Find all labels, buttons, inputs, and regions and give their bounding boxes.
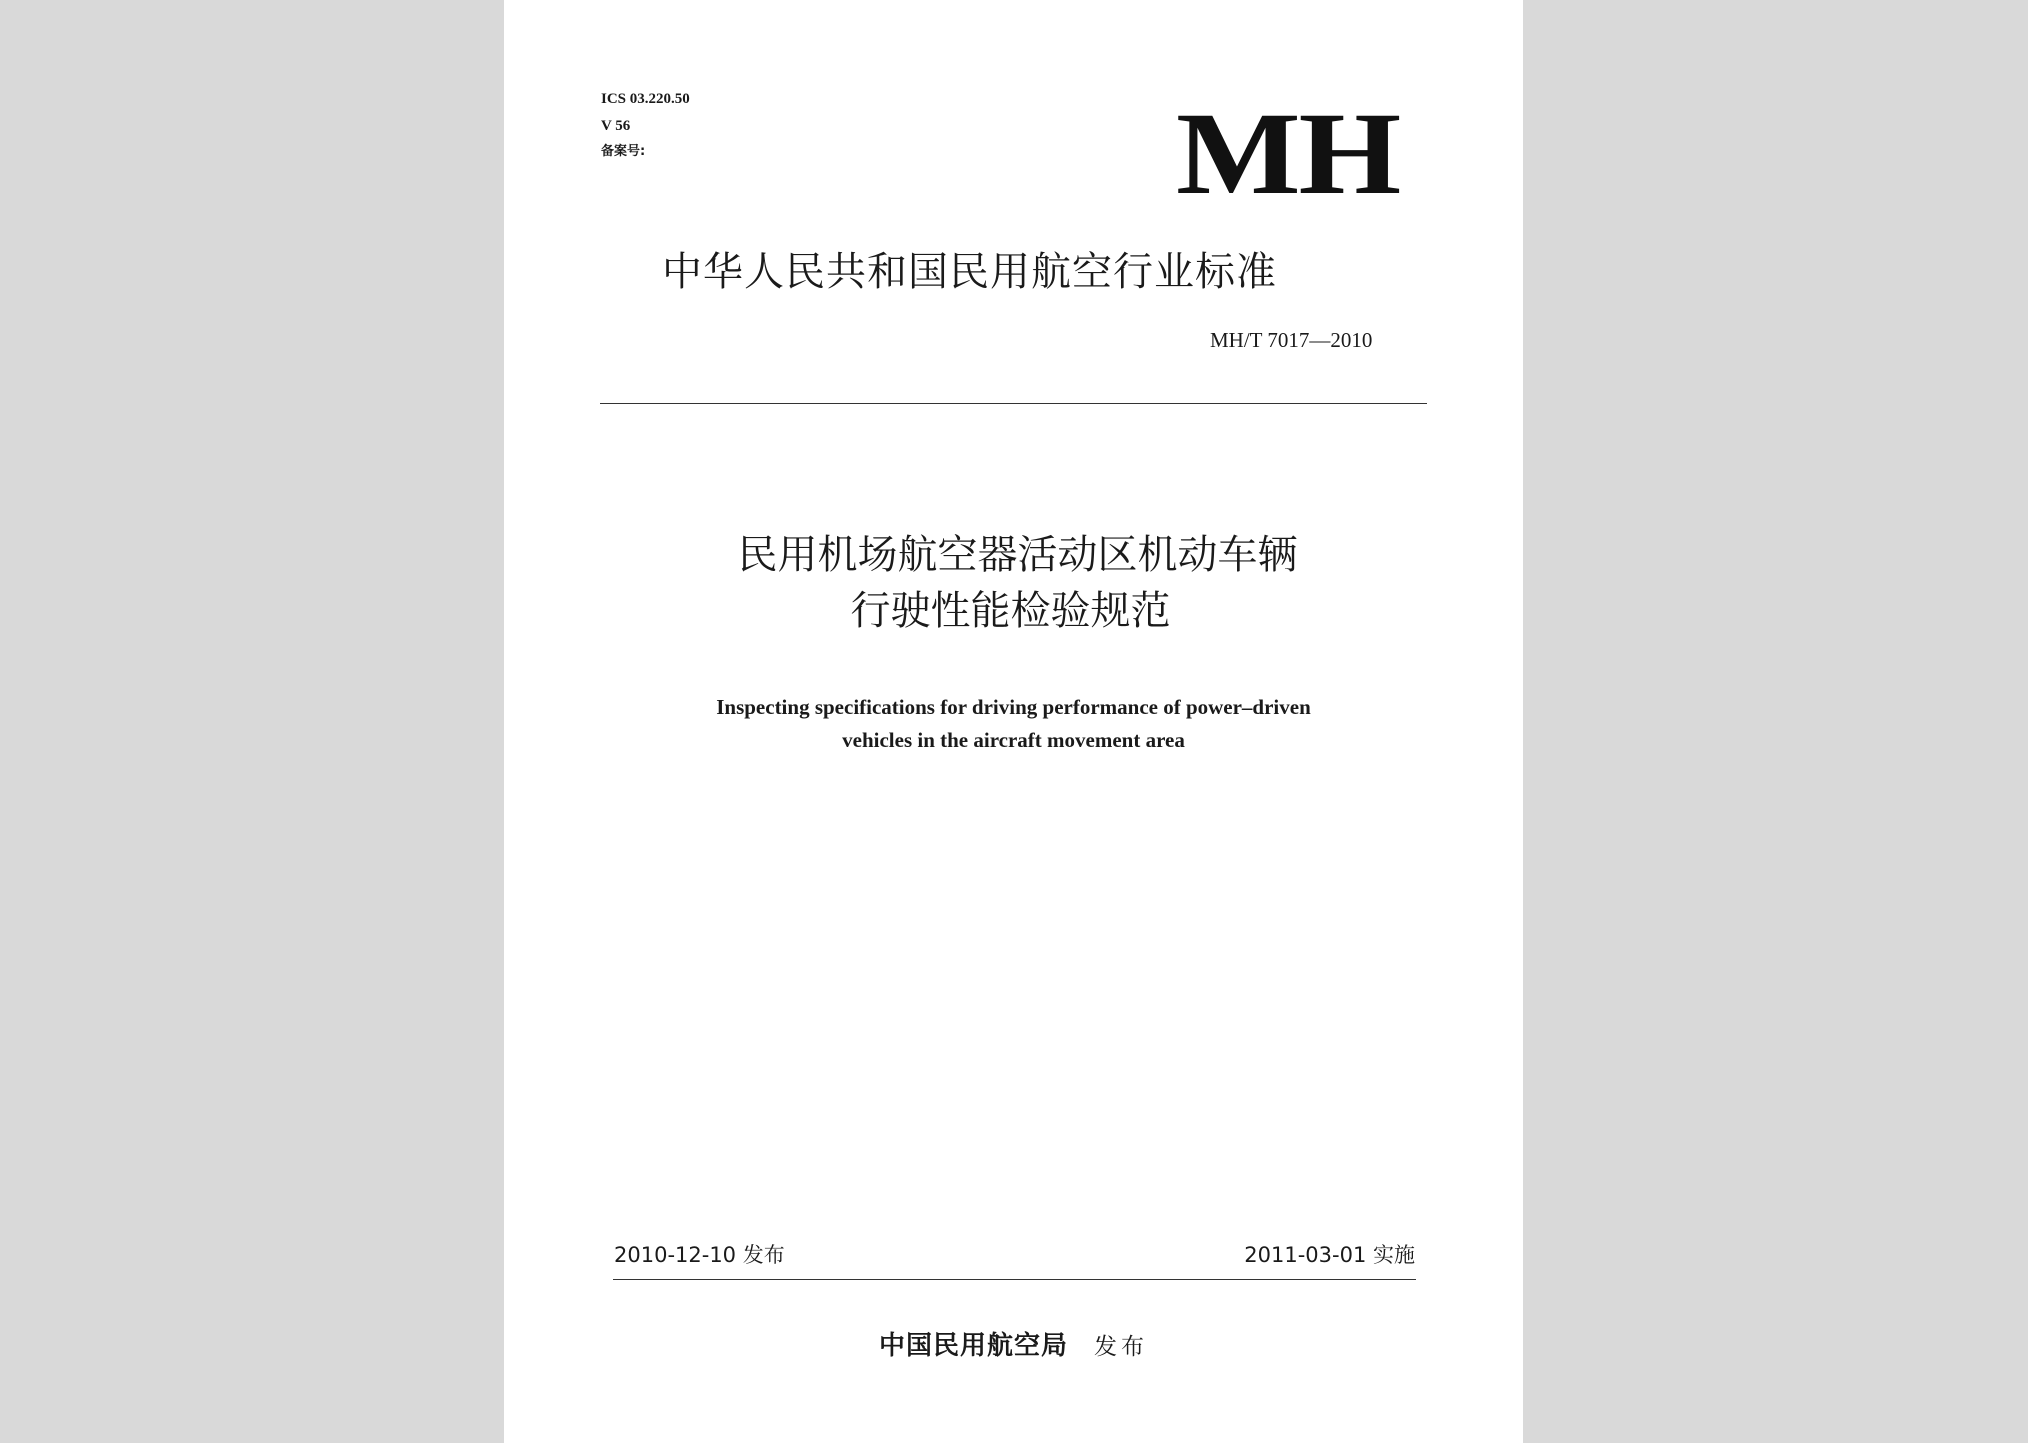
title-chinese-line-2: 行驶性能检验规范 xyxy=(850,588,1171,634)
ics-code: ICS 03.220.50 xyxy=(601,91,690,107)
title-chinese xyxy=(504,527,1523,639)
issuer-action: 发布 xyxy=(1094,1334,1148,1360)
issuer-line xyxy=(504,1330,1523,1363)
title-chinese-line-1: 民用机场航空器活动区机动车辆 xyxy=(737,532,1298,578)
document-page xyxy=(504,0,1523,1443)
title-english xyxy=(504,691,1523,757)
header-divider xyxy=(600,403,1427,404)
footer-divider xyxy=(613,1279,1416,1280)
publish-date: 2010-12-10 发布 xyxy=(614,1243,785,1267)
classification-code: V 56 xyxy=(601,118,631,134)
title-english-line-2: vehicles in the aircraft movement area xyxy=(842,728,1185,752)
title-english-line-1: Inspecting specifications for driving performance of power–driven xyxy=(716,695,1311,719)
issuer-name: 中国民用航空局 xyxy=(878,1331,1068,1361)
record-number-label: 备案号: xyxy=(601,144,646,159)
effective-date: 2011-03-01 实施 xyxy=(1244,1243,1415,1267)
standard-organization: 中华人民共和国民用航空行业标准 xyxy=(662,249,1277,295)
mh-logo-mark: MH xyxy=(1176,88,1400,219)
standard-code: MH/T 7017—2010 xyxy=(1210,328,1373,352)
